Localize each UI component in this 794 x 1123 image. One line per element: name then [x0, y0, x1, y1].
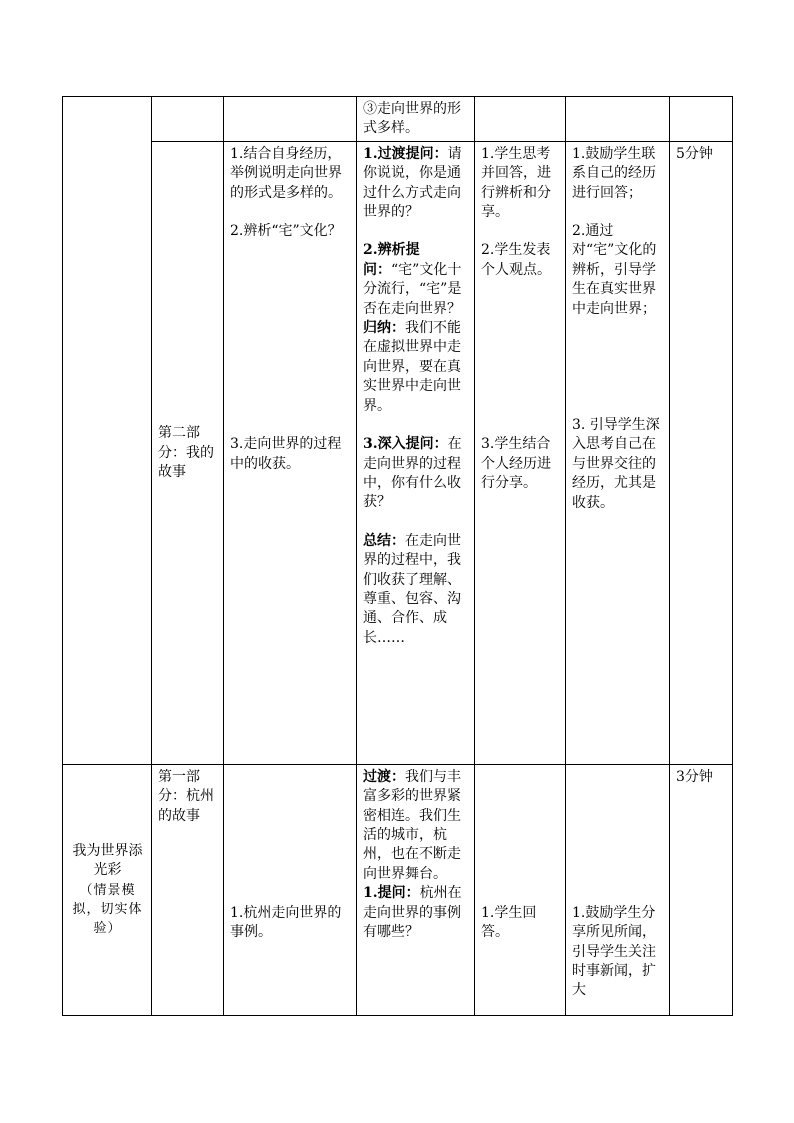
intent-item: 1.鼓励学生联系自己的经历进行回答；: [572, 145, 656, 201]
question-text: 请你说说，你是通过什么方式走向世界的？: [363, 145, 462, 221]
student-item: 1.学生回答。: [481, 904, 537, 941]
time-label: 5分钟: [676, 145, 713, 162]
section-note: （情景模拟，切实体验）: [72, 882, 143, 937]
summary-title: 归纳：: [363, 320, 405, 337]
student-activity-cell-empty: [475, 97, 566, 142]
time-cell: [670, 141, 733, 764]
teacher-item: [363, 241, 469, 319]
teacher-item: [363, 884, 469, 942]
task-item: 3.走向世界的过程中的收获。: [230, 436, 342, 472]
section-title: 我为世界添光彩: [72, 842, 143, 879]
part-label: 第一部分：杭州的故事: [158, 768, 214, 824]
task-item: 1.杭州走向世界的事例。: [230, 904, 342, 941]
design-intent-cell-empty: [566, 97, 670, 142]
summary-text: 在走向世界的过程中，我们收获了理解、尊重、包容、沟通、合作、成长……: [363, 532, 461, 646]
question-text: “宅”文化十分流行，“宅”是否在走向世界？: [363, 261, 462, 317]
part-label: 第二部分：我的故事: [158, 425, 214, 481]
teacher-activity-cell: [357, 141, 475, 764]
question-title: 1.提问：: [363, 885, 420, 902]
time-label: 3分钟: [676, 768, 713, 785]
continuation-text: ③走向世界的形式多样。: [363, 101, 461, 137]
teacher-item: [363, 319, 469, 416]
task-item: 1.结合自身经历，举例说明走向世界的形式是多样的。: [230, 145, 342, 201]
transition-text: 我们与丰富多彩的世界紧密相连。我们生活的城市，杭州，也在不断走向世界舞台。: [363, 768, 461, 882]
student-item: 3.学生结合个人经历进行分享。: [481, 436, 551, 492]
design-intent-cell: [566, 764, 670, 1015]
time-cell: [670, 764, 733, 1015]
summary-text: 我们不能在虚拟世界中走向世界，要在真实世界中走向世界。: [363, 320, 461, 414]
teacher-activity-cell: [357, 764, 475, 1015]
time-cell-empty: [670, 97, 733, 142]
task-cell: [224, 141, 357, 764]
summary-title: 总结：: [363, 532, 405, 549]
task-item: 2.辨析“宅”文化？: [230, 223, 342, 240]
question-title: 2.辨析提问：: [363, 242, 420, 278]
part-cell-empty: [152, 97, 224, 142]
teacher-activity-cell: [357, 97, 475, 142]
question-text: 在走向世界的过程中，你有什么收获？: [363, 436, 462, 511]
table-row: [63, 141, 733, 764]
section-cell: [63, 764, 152, 1015]
task-cell-empty: [224, 97, 357, 142]
teacher-item: [363, 768, 469, 884]
part-cell: [152, 764, 224, 1015]
teacher-item: [363, 145, 469, 223]
question-title: 3.深入提问：: [363, 436, 448, 453]
intent-item: 3. 引导学生深入思考自己在与世界交往的经历，尤其是收获。: [572, 417, 660, 511]
teacher-item: [363, 532, 469, 648]
question-title: 1.过渡提问：: [363, 145, 448, 162]
task-cell: [224, 764, 357, 1015]
student-item: 1.学生思考并回答，进行辨析和分享。: [481, 145, 551, 221]
part-cell: [152, 141, 224, 764]
student-activity-cell: [475, 141, 566, 764]
lesson-plan-table: [62, 96, 733, 1016]
table-row: [63, 764, 733, 1015]
table-row: [63, 97, 733, 142]
student-item: 2.学生发表个人观点。: [481, 242, 551, 278]
transition-title: 过渡：: [363, 768, 405, 785]
section-cell-empty: [63, 97, 152, 765]
student-activity-cell: [475, 764, 566, 1015]
intent-item: 2.通过对“宅”文化的辨析，引导学生在真实世界中走向世界；: [572, 223, 657, 317]
teacher-item: [363, 435, 469, 513]
design-intent-cell: [566, 141, 670, 764]
intent-item: 1.鼓励学生分享所见所闻，引导学生关注时事新闻，扩大: [572, 904, 656, 999]
question-text: 杭州在走向世界的事例有哪些？: [363, 885, 462, 941]
